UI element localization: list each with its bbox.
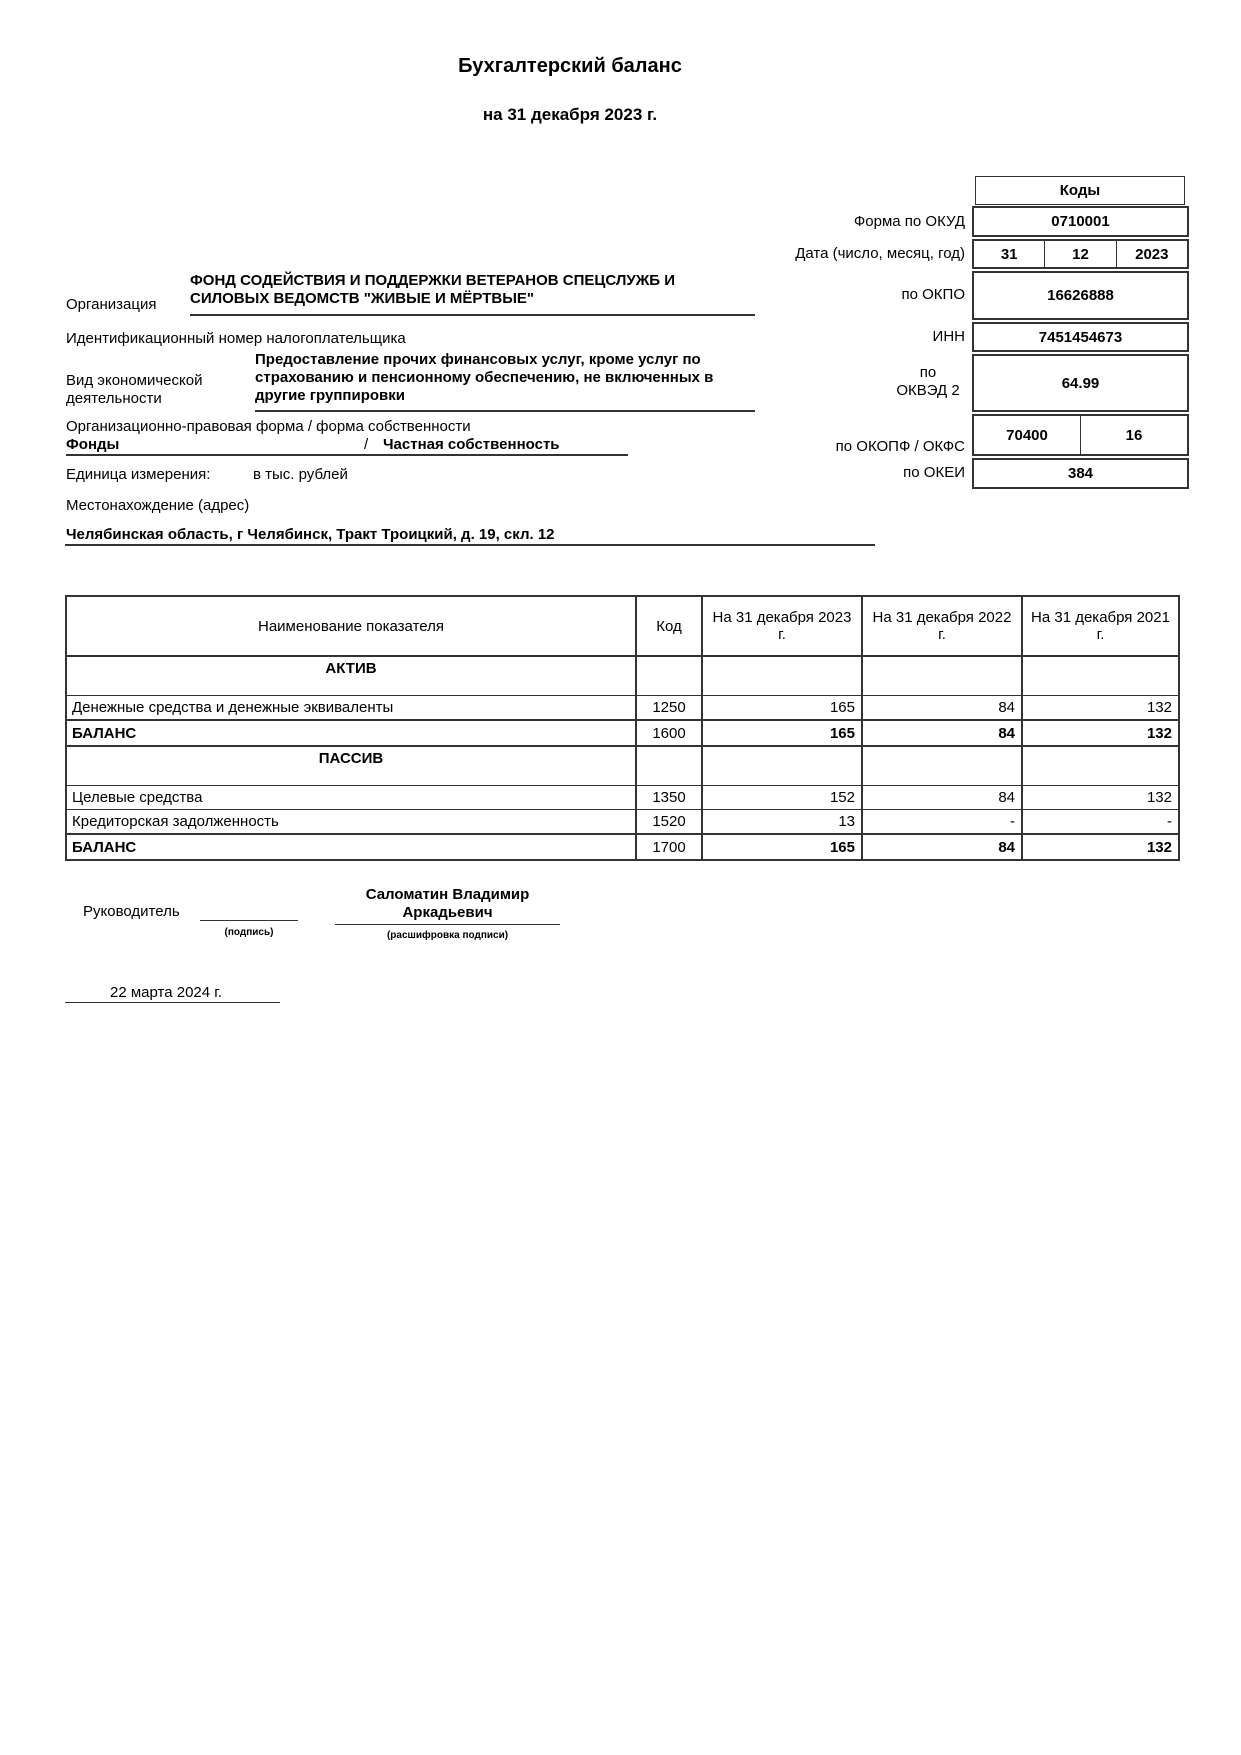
taxpayer-id-label: Идентификационный номер налогоплательщика — [66, 330, 406, 347]
row-2021-cell: 132 — [1022, 696, 1179, 721]
okved-label: по ОКВЭД 2 — [896, 364, 960, 399]
row-2022-cell: 84 — [862, 786, 1022, 810]
inn-label: ИНН — [932, 328, 965, 345]
col-header-code: Код — [636, 596, 702, 656]
row-2023-cell: 152 — [702, 786, 862, 810]
row-2021-cell: 132 — [1022, 786, 1179, 810]
activity-underline — [255, 410, 755, 412]
address-value: Челябинская область, г Челябинск, Тракт Троицкий, д. 19, скл. 12 — [66, 526, 555, 543]
legal-form-value: Фонды — [66, 436, 120, 453]
table-row-balance-assets — [66, 720, 1179, 746]
report-sign-date: 22 марта 2024 г. — [110, 984, 223, 1001]
row-code-cell: 1350 — [636, 786, 702, 810]
balance-table — [65, 595, 1180, 861]
okud-label: Форма по ОКУД — [853, 213, 965, 230]
row-name-cell: АКТИВ — [66, 656, 636, 696]
row-name-cell: БАЛАНС — [66, 720, 636, 746]
table-row-payables — [66, 810, 1179, 835]
codes-header-cell — [975, 176, 1185, 205]
signature-line — [200, 920, 298, 921]
row-name-cell: Кредиторская задолженность — [66, 810, 636, 835]
okopf-okfs-label: по ОКОПФ / ОКФС — [835, 438, 965, 455]
signature-caption: (подпись) — [224, 927, 274, 938]
legal-form-separator: / — [364, 436, 369, 453]
row-2023-cell — [702, 656, 862, 696]
row-2021-cell: 132 — [1022, 720, 1179, 746]
table-row-passiv — [66, 746, 1179, 786]
okopf-value: 70400 — [1006, 426, 1048, 444]
activity-label: Вид экономической деятельности — [66, 372, 203, 407]
report-sign-date-line — [65, 1002, 280, 1003]
row-2021-cell: - — [1022, 810, 1179, 835]
row-2022-cell: 84 — [862, 696, 1022, 721]
okud-value: 0710001 — [1051, 213, 1110, 230]
row-2023-cell: 165 — [702, 720, 862, 746]
row-name-cell: Денежные средства и денежные эквиваленты — [66, 696, 636, 721]
legal-form-underline — [66, 454, 628, 456]
row-2022-cell: - — [862, 810, 1022, 835]
okved-value-cell — [972, 354, 1189, 412]
row-2022-cell — [862, 746, 1022, 786]
table-header-row — [66, 596, 1179, 656]
row-2023-cell — [702, 746, 862, 786]
organization-label: Организация — [66, 296, 157, 313]
row-name-cell: ПАССИВ — [66, 746, 636, 786]
date-value-cell — [972, 239, 1189, 269]
row-2021-cell: 132 — [1022, 834, 1179, 860]
inn-value-cell — [972, 322, 1189, 352]
okpo-value-cell — [972, 271, 1189, 320]
row-name-cell: БАЛАНС — [66, 834, 636, 860]
table-row-aktiv — [66, 656, 1179, 696]
row-2021-cell — [1022, 746, 1179, 786]
col-header-2021: На 31 декабря 2021 г. — [1022, 596, 1179, 656]
address-label: Местонахождение (адрес) — [66, 497, 250, 514]
legal-form-label: Организационно-правовая форма / форма собственности — [66, 418, 471, 435]
date-day: 31 — [1000, 245, 1018, 263]
table-row-target-funds — [66, 786, 1179, 810]
col-header-indicator: Наименование показателя — [66, 596, 636, 656]
row-code-cell — [636, 746, 702, 786]
col-header-2022: На 31 декабря 2022 г. — [862, 596, 1022, 656]
row-2023-cell: 165 — [702, 834, 862, 860]
row-2023-cell: 13 — [702, 810, 862, 835]
signatory-role-label: Руководитель — [83, 903, 180, 920]
unit-value: в тыс. рублей — [253, 466, 348, 483]
table-row-cash — [66, 696, 1179, 721]
row-2022-cell: 84 — [862, 720, 1022, 746]
okfs-value: 16 — [1080, 416, 1187, 454]
row-2021-cell — [1022, 656, 1179, 696]
row-code-cell: 1600 — [636, 720, 702, 746]
report-date-subtitle: на 31 декабря 2023 г. — [482, 105, 658, 124]
unit-label: Единица измерения: — [66, 466, 211, 483]
signatory-name-line — [335, 924, 560, 925]
date-year: 2023 — [1116, 241, 1187, 267]
row-code-cell: 1700 — [636, 834, 702, 860]
organization-name: ФОНД СОДЕЙСТВИЯ И ПОДДЕРЖКИ ВЕТЕРАНОВ СПЕЦСЛУЖБ И СИЛОВЫХ ВЕДОМСТВ "ЖИВЫЕ И МЁРТВЫЕ" — [190, 272, 675, 307]
page-title: Бухгалтерский баланс — [458, 55, 682, 77]
okpo-value: 16626888 — [1047, 287, 1114, 304]
okud-value-cell — [972, 206, 1189, 237]
row-code-cell — [636, 656, 702, 696]
okei-value: 384 — [1067, 465, 1094, 482]
inn-value: 7451454673 — [1038, 328, 1123, 346]
ownership-value: Частная собственность — [383, 436, 560, 453]
address-underline — [65, 544, 875, 546]
row-2023-cell: 165 — [702, 696, 862, 721]
date-month: 12 — [1044, 241, 1115, 267]
row-2022-cell: 84 — [862, 834, 1022, 860]
row-name-cell: Целевые средства — [66, 786, 636, 810]
okei-label: по ОКЕИ — [903, 464, 965, 481]
okopf-okfs-value-cell — [972, 414, 1189, 456]
okved-value: 64.99 — [1061, 374, 1100, 392]
okpo-label: по ОКПО — [901, 286, 965, 303]
signatory-name: Саломатин Владимир Аркадьевич — [365, 886, 530, 921]
col-header-2023: На 31 декабря 2023 г. — [702, 596, 862, 656]
table-row-balance-liabilities — [66, 834, 1179, 860]
activity-value: Предоставление прочих финансовых услуг, кроме услуг по страхованию и пенсионному обеспечению, не включенных в другие группировки — [255, 351, 714, 404]
okei-value-cell — [972, 458, 1189, 489]
signatory-name-caption: (расшифровка подписи) — [386, 930, 509, 941]
codes-header-label: Коды — [1059, 182, 1101, 199]
row-code-cell: 1250 — [636, 696, 702, 721]
organization-underline — [190, 314, 755, 316]
row-2022-cell — [862, 656, 1022, 696]
date-label: Дата (число, месяц, год) — [795, 245, 965, 262]
row-code-cell: 1520 — [636, 810, 702, 835]
